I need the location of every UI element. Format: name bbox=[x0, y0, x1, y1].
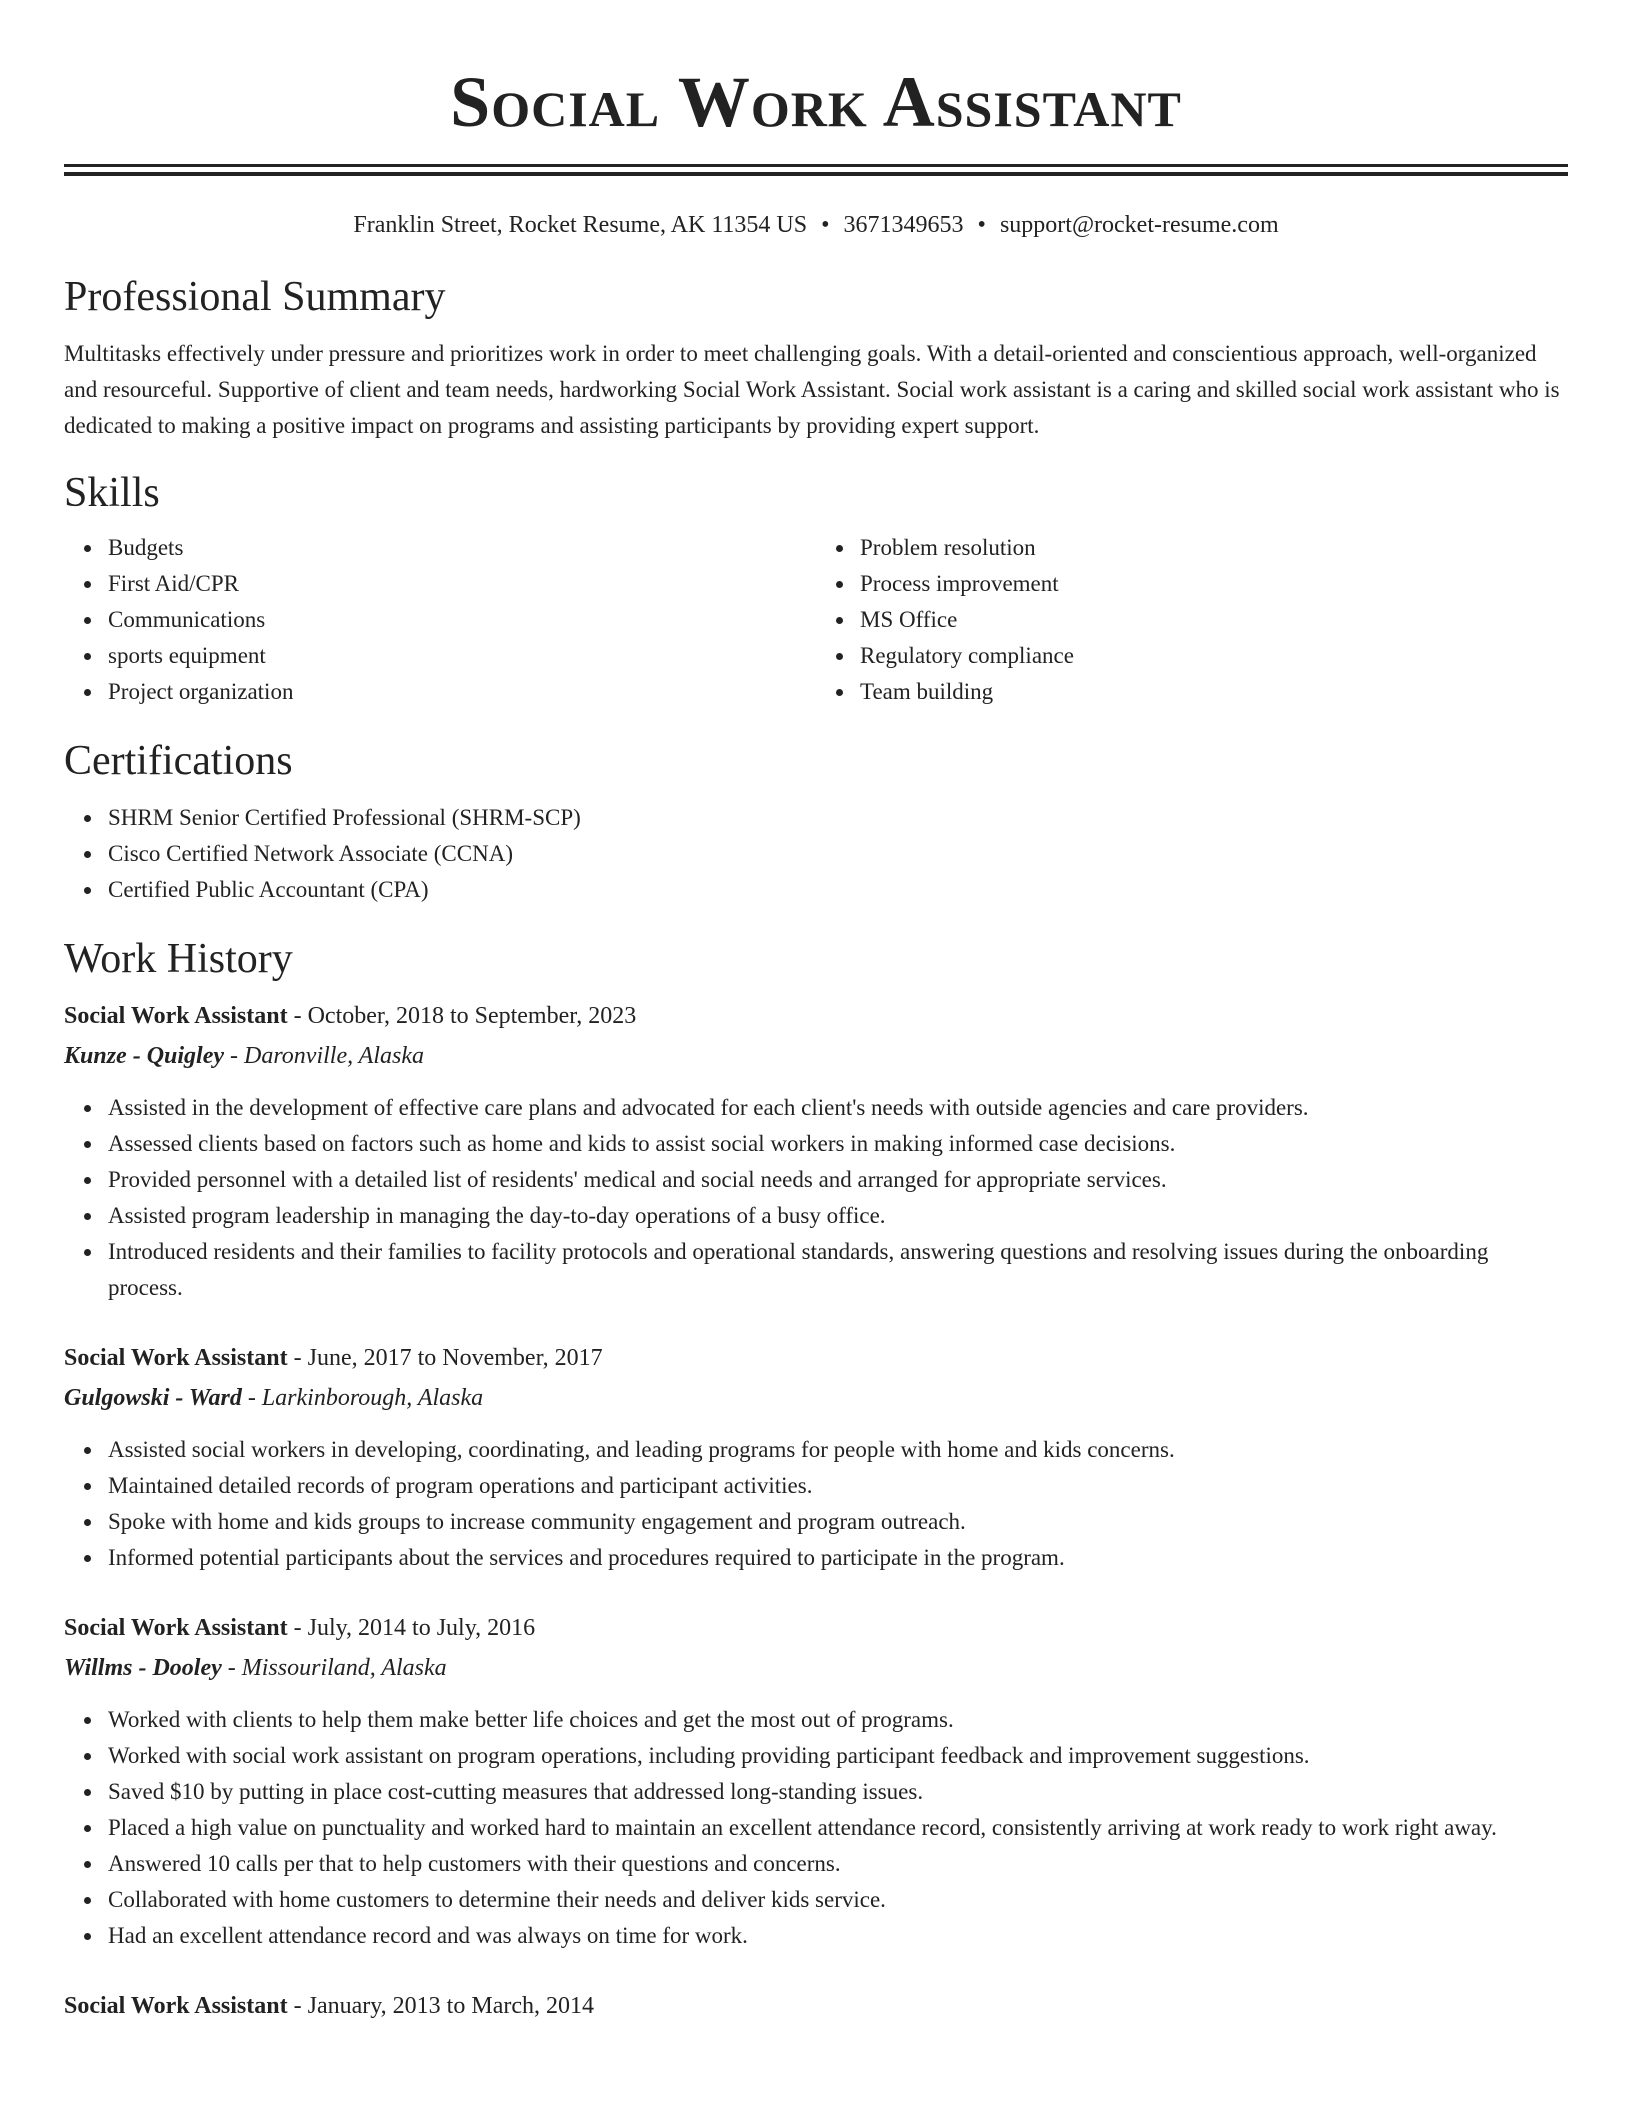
skill-item: Team building bbox=[860, 674, 1568, 710]
job-bullets bbox=[64, 1090, 1568, 1306]
job-entry bbox=[64, 1338, 1568, 1576]
summary-heading: Professional Summary bbox=[64, 274, 446, 320]
skill-item: Budgets bbox=[108, 530, 816, 566]
skill-item: Regulatory compliance bbox=[860, 638, 1568, 674]
job-title-line bbox=[64, 1338, 1568, 1378]
certification-item: Certified Public Accountant (CPA) bbox=[108, 872, 1568, 908]
job-company: Willms - Dooley bbox=[64, 1655, 222, 1681]
job-bullet: Maintained detailed records of program operations and participant activities. bbox=[108, 1468, 1568, 1504]
job-bullet: Collaborated with home customers to determine their needs and deliver kids service. bbox=[108, 1882, 1568, 1918]
job-dates: - July, 2014 to July, 2016 bbox=[287, 1615, 536, 1641]
contact-info bbox=[64, 210, 1568, 240]
job-title: Social Work Assistant bbox=[64, 1993, 288, 2019]
job-bullet: Worked with clients to help them make better life choices and get the most out of programs. bbox=[108, 1702, 1568, 1738]
job-title-line bbox=[64, 1608, 1568, 1648]
job-title: Social Work Assistant bbox=[64, 1345, 288, 1371]
job-company: Kunze - Quigley bbox=[64, 1043, 225, 1069]
header-divider-thin bbox=[64, 172, 1568, 176]
skills-list bbox=[64, 530, 1568, 710]
skill-item: Project organization bbox=[108, 674, 816, 710]
job-bullet: Saved $10 by putting in place cost-cutting measures that addressed long-standing issues. bbox=[108, 1774, 1568, 1810]
job-bullets bbox=[64, 1432, 1568, 1576]
skills-heading: Skills bbox=[64, 470, 160, 516]
skill-item: sports equipment bbox=[108, 638, 816, 674]
job-bullet: Provided personnel with a detailed list of residents' medical and social needs and arranged for appropriate services. bbox=[108, 1162, 1568, 1198]
job-bullet: Placed a high value on punctuality and worked hard to maintain an excellent attendance record, consistently arriving at work ready to work right away. bbox=[108, 1810, 1568, 1846]
skill-item: First Aid/CPR bbox=[108, 566, 816, 602]
job-title: Social Work Assistant bbox=[64, 1615, 288, 1641]
contact-separator: • bbox=[977, 212, 986, 238]
skill-item: MS Office bbox=[860, 602, 1568, 638]
certification-item: Cisco Certified Network Associate (CCNA) bbox=[108, 836, 1568, 872]
job-bullet: Assisted social workers in developing, coordinating, and leading programs for people with home and kids concerns. bbox=[108, 1432, 1568, 1468]
contact-email: support@rocket-resume.com bbox=[999, 212, 1279, 238]
resume-name: Social Work Assistant bbox=[450, 62, 1182, 142]
contact-address: Franklin Street, Rocket Resume, AK 11354 US bbox=[353, 212, 808, 238]
work-history-heading: Work History bbox=[64, 936, 293, 982]
job-location: - Missouriland, Alaska bbox=[221, 1655, 447, 1681]
summary-text: Multitasks effectively under pressure and prioritizes work in order to meet challenging goals. With a detail-oriented and conscientious approach, well-organized and resourceful. Supportive of client and team needs, hardworking Social Work Assistant. Social work assistant is a caring and skilled social work assistant who is dedicated to making a positive impact on programs and assisting participants by providing expert support. bbox=[64, 341, 1560, 438]
job-dates: - January, 2013 to March, 2014 bbox=[287, 1993, 594, 2019]
job-bullet: Assisted in the development of effective care plans and advocated for each client's needs with outside agencies and care providers. bbox=[108, 1090, 1568, 1126]
certifications-list bbox=[64, 800, 1568, 908]
job-company-line bbox=[64, 1036, 1568, 1076]
job-bullet: Had an excellent attendance record and was always on time for work. bbox=[108, 1918, 1568, 1954]
job-dates: - June, 2017 to November, 2017 bbox=[287, 1345, 603, 1371]
job-entry bbox=[64, 1608, 1568, 1954]
job-title-line bbox=[64, 996, 1568, 1036]
job-entry bbox=[64, 996, 1568, 1306]
skill-item: Problem resolution bbox=[860, 530, 1568, 566]
header-divider-thick bbox=[64, 164, 1568, 167]
resume-page bbox=[64, 0, 1568, 2026]
skill-item: Process improvement bbox=[860, 566, 1568, 602]
job-company-line bbox=[64, 1648, 1568, 1688]
job-bullet: Assisted program leadership in managing the day-to-day operations of a busy office. bbox=[108, 1198, 1568, 1234]
skill-item: Communications bbox=[108, 602, 816, 638]
contact-phone: 3671349653 bbox=[843, 212, 964, 238]
job-bullet: Assessed clients based on factors such as home and kids to assist social workers in making informed case decisions. bbox=[108, 1126, 1568, 1162]
job-location: - Daronville, Alaska bbox=[224, 1043, 424, 1069]
certification-item: SHRM Senior Certified Professional (SHRM-SCP) bbox=[108, 800, 1568, 836]
job-bullet: Worked with social work assistant on program operations, including providing participant feedback and improvement suggestions. bbox=[108, 1738, 1568, 1774]
contact-separator: • bbox=[821, 212, 830, 238]
job-location: - Larkinborough, Alaska bbox=[241, 1385, 484, 1411]
job-title-line bbox=[64, 1986, 1568, 2026]
job-company-line bbox=[64, 1378, 1568, 1418]
job-bullets bbox=[64, 1702, 1568, 1954]
job-title: Social Work Assistant bbox=[64, 1003, 288, 1029]
job-dates: - October, 2018 to September, 2023 bbox=[287, 1003, 637, 1029]
job-company: Gulgowski - Ward bbox=[64, 1385, 242, 1411]
job-bullet: Answered 10 calls per that to help customers with their questions and concerns. bbox=[108, 1846, 1568, 1882]
skills-column-left bbox=[64, 530, 816, 710]
job-bullet: Introduced residents and their families to facility protocols and operational standards, answering questions and resolving issues during the onboarding process. bbox=[108, 1234, 1568, 1306]
job-bullet: Informed potential participants about the services and procedures required to participate in the program. bbox=[108, 1540, 1568, 1576]
skills-column-right bbox=[816, 530, 1568, 710]
job-entry bbox=[64, 1986, 1568, 2026]
certifications-heading: Certifications bbox=[64, 738, 293, 784]
job-bullet: Spoke with home and kids groups to increase community engagement and program outreach. bbox=[108, 1504, 1568, 1540]
